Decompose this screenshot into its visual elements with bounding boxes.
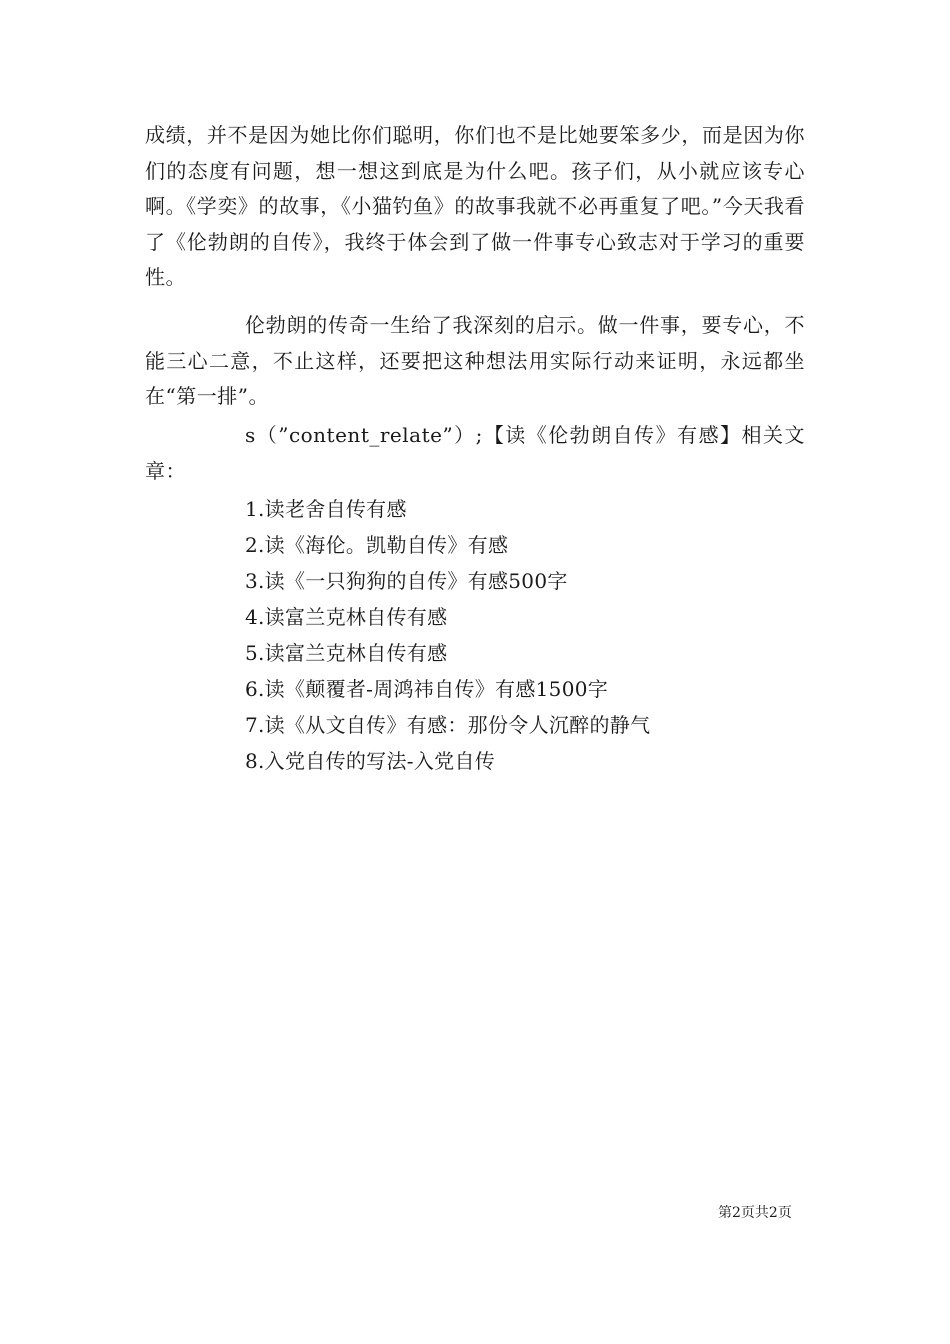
- related-articles-heading: s（”content_relate”）;【读《伦勃朗自传》有感】相关文章：: [145, 423, 805, 483]
- related-article-link[interactable]: 3.读《一只狗狗的自传》有感500字: [245, 569, 568, 593]
- paragraph-1: 成绩，并不是因为她比你们聪明，你们也不是比她要笨多少，而是因为你们的态度有问题，想一想这到底是为什么吧。孩子们，从小就应该专心啊。《学奕》的故事，《小猫钓鱼》的故事我就不必再重复了吧。”今天我看了《伦勃朗的自传》，我终于体会到了做一件事专心致志对于学习的重要性。: [145, 123, 805, 289]
- related-article-link[interactable]: 5.读富兰克林自传有感: [245, 641, 448, 665]
- related-article-link[interactable]: 6.读《颠覆者-周鸿祎自传》有感1500字: [245, 677, 609, 701]
- related-articles-list: [245, 491, 650, 779]
- paragraph-2: 伦勃朗的传奇一生给了我深刻的启示。做一件事，要专心，不能三心二意，不止这样，还要把这种想法用实际行动来证明，永远都坐在“第一排”。: [145, 313, 805, 408]
- related-article-link[interactable]: 1.读老舍自传有感: [245, 497, 407, 521]
- related-article-link[interactable]: 8.入党自传的写法-入党自传: [245, 749, 496, 773]
- related-article-link[interactable]: 4.读富兰克林自传有感: [245, 605, 448, 629]
- related-article-link[interactable]: 2.读《海伦。凯勒自传》有感: [245, 533, 509, 557]
- related-article-link[interactable]: 7.读《从文自传》有感：那份令人沉醉的静气: [245, 713, 651, 737]
- page-number-footer: 第2页共2页: [718, 1205, 792, 1221]
